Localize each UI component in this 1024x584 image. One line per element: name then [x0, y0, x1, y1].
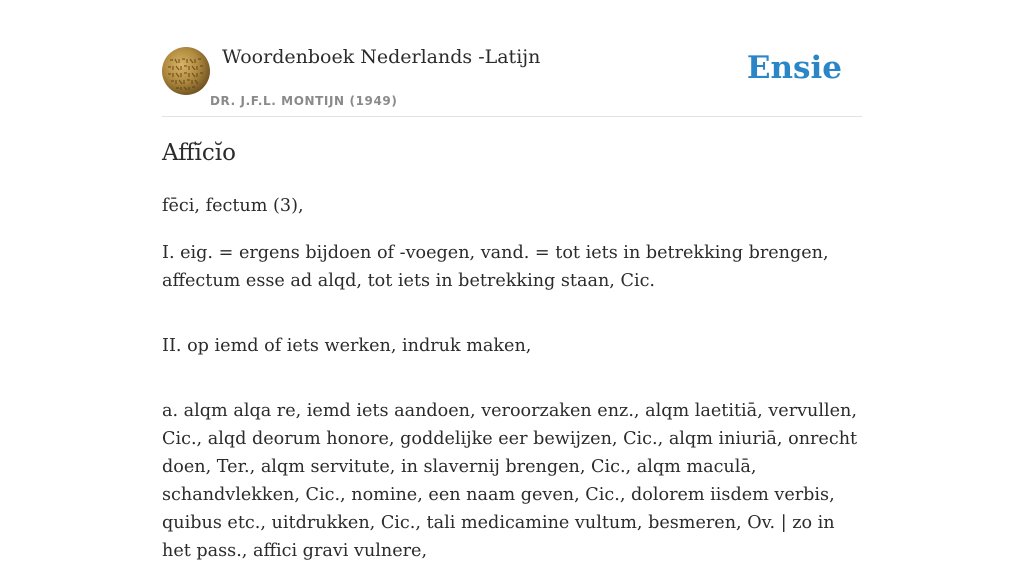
book-author: DR. J.F.L. MONTIJN (1949) — [210, 94, 398, 108]
coin-inscription-icon[interactable] — [162, 47, 210, 95]
entry-paragraph: I. eig. = ergens bijdoen of -voegen, vand. = tot iets in betrekking brengen, affectum esse ad alqd, tot iets in betrekking staan, Cic. — [162, 243, 829, 291]
ensie-logo-link[interactable]: Ensie — [746, 50, 842, 86]
entry-paragraph: a. alqm alqa re, iemd iets aandoen, veroorzaken enz., alqm laetitiā, vervullen, Cic., alqd deorum honore, goddelijke eer bewijzen, Cic., alqm iniuriā, onrecht doen, Ter., alqm servitute, in slavernij brengen, Cic., alqm maculā, schandvlekken, Cic., nomine, een naam geven, Cic., dolorem iisdem verbis, quibus etc., uitdrukken, Cic., tali medicamine vultum, besmeren, Ov. | zo in het pass., affici gravi vulnere, — [162, 401, 858, 561]
entry-paragraph: II. op iemd of iets werken, indruk maken, — [162, 336, 532, 356]
book-title[interactable]: Woordenboek Nederlands -Latijn — [222, 46, 541, 68]
page — [162, 0, 862, 561]
entry-forms: fēci, fectum (3), — [162, 196, 304, 216]
dictionary-header — [162, 0, 862, 117]
entry-headword: Affĭcĭo — [162, 140, 236, 166]
entry-body — [162, 192, 862, 584]
